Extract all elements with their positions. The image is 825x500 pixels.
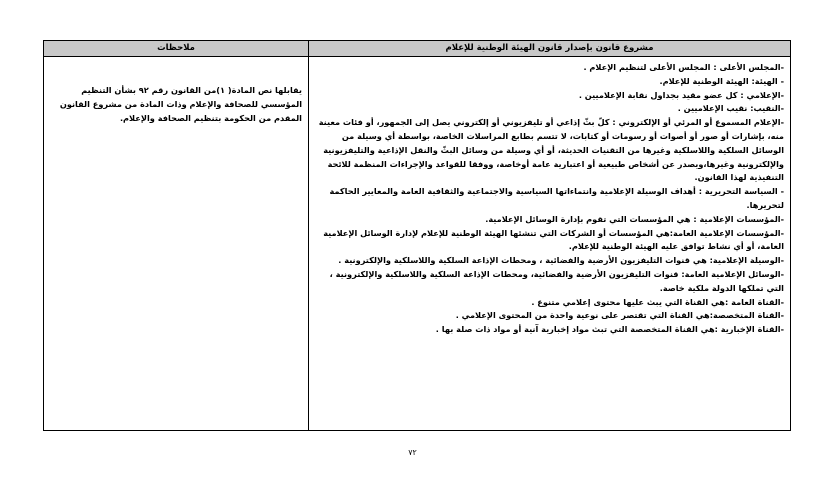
definition-item: -القناة الإخبارية :هي القناة المتخصصة التي تبث مواد إخبارية آنية أو مواد ذات صلة بها . [435, 324, 784, 335]
definition-item: -المؤسسات الإعلامية : هي المؤسسات التي تقوم بإدارة الوسائل الإعلامية. [485, 213, 784, 224]
page-number: ٧٢ [408, 448, 417, 457]
definition-item: -الإعلامي : كل عضو مقيد بجداول نقابة الإعلاميين . [578, 89, 784, 100]
definition-item: - السياسة التحريرية : أهداف الوسيلة الإعلامية وانتماءاتها السياسية والاجتماعية والثقافية العامة والمعايير الحاكمة لتحريرها. [329, 186, 784, 210]
definition-item: -الإعلام المسموع أو المرئي أو الإلكتروني : كلّ بثّ إذاعي أو تليفزيوني أو إلكتروني يصل إلى الجمهور، أو فئات معينة منه، بإشارات أو صور أو أصوات أو رسومات أو كتابات، لا تتسم بطابع المراسلات الخاصة، بواسطة أي وسيلة من الوسائل السلكية واللاسلكية وغيرها من التقنيات الحديثة، أو أي وسيلة من وسائل البثّ والنقل الإذاعية والتليفزيونية والإلكترونية وغيرها،ويصدر عن أشخاص طبيعية أو اعتبارية عامة أوخاصة، ووفقا للقواعد والإجراءات المنظمة للائحة التنفيذية لهذا القانون. [318, 117, 784, 183]
definition-item: -الوسائل الإعلامية العامة: قنوات التليفزيون الأرضية والفضائية، ومحطات الإذاعة السلكية واللاسلكية والإلكترونية ، التي تملكها الدولة ملكية خاصة. [329, 268, 784, 293]
notes-cell [44, 57, 309, 431]
definition-item: -الوسيلة الإعلامية: هي قنوات التليفزيون الأرضية والفضائية ، ومحطات الإذاعة السلكية واللاسلكية والإلكترونية . [338, 255, 784, 266]
definition-item: -المؤسسات الإعلامية العامة:هي المؤسسات أو الشركات التي تنشئها الهيئة الوطنية للإعلام لإدارة الوسائل الإعلامية العامة، أو أي نشاط توافق عليه الهيئة الوطنية للإعلام. [323, 227, 784, 252]
table-header-row [44, 41, 791, 57]
definition-item: -القناة العامة :هي القناة التي يبث عليها محتوى إعلامي متنوع . [531, 296, 784, 307]
definition-item: -النقيب: نقيب الإعلاميين . [677, 103, 784, 114]
note-text: يقابلها نص المادة( ١)من القانون رقم ٩٢ بشأن التنظيم المؤسسي للصحافة والإعلام وذات المادة من مشروع القانون المقدم من الحكومة بتنظيم الصحافة والإعلام. [59, 85, 302, 123]
definitions-cell [309, 57, 791, 431]
table-row [44, 57, 791, 431]
definition-item: - الهيئة: الهيئة الوطنية للإعلام. [659, 75, 784, 86]
definition-item: -القناة المتخصصة:هي القناة التي تقتصر على نوعية واحدة من المحتوى الإعلامي . [455, 310, 784, 321]
main-column-header: مشروع قانون بإصدار قانون الهيئة الوطنية للإعلام [309, 41, 791, 57]
notes-column-header: ملاحظات [44, 41, 309, 57]
law-comparison-table [43, 40, 791, 431]
definition-item: -المجلس الأعلى : المجلس الأعلى لتنظيم الإعلام . [583, 62, 784, 72]
